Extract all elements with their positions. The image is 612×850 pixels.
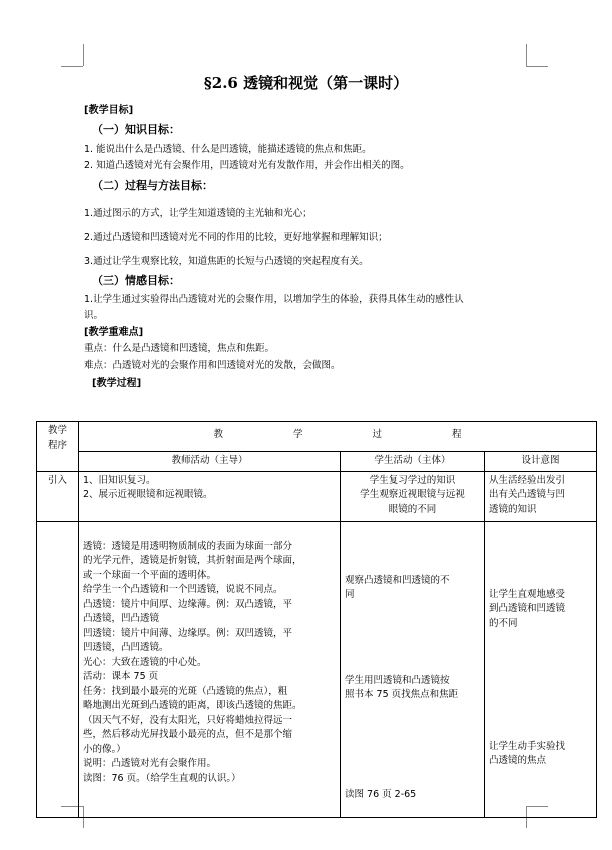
- intent-line: 从生活经验出发引: [489, 474, 566, 486]
- process-header: [79, 422, 597, 452]
- student-line: 同: [345, 589, 355, 600]
- knowledge-item: 1. 能说出什么是凸透镜、什么是凹透镜，能描述透镜的焦点和焦距。: [84, 144, 372, 155]
- student-activity: [341, 521, 485, 817]
- intent-line: 让学生动手实验找: [489, 740, 566, 752]
- student-line: 照书本 75 页找焦点和焦距: [345, 689, 459, 700]
- program-header: 程序: [47, 439, 67, 451]
- intent-line: 出有关凸透镜与凹: [489, 489, 566, 500]
- crop-mark: [61, 66, 83, 67]
- student-line: 读图 76 页 2-65: [345, 788, 417, 800]
- process-header-char: 学: [292, 429, 303, 440]
- lesson-table: [36, 421, 597, 818]
- stage-empty: [37, 521, 79, 817]
- process-header-char: 过: [372, 429, 383, 440]
- teacher-line: 2、展示近视眼镜和远视眼镜。: [83, 489, 213, 500]
- teacher-line: 凸透镜：镜片中间厚、边缘薄。例：双凸透镜，平: [83, 598, 293, 610]
- emotion-line: 1.让学生通过实验得出凸透镜对光的会聚作用，以增加学生的体验，获得具体生动的感性认: [84, 294, 464, 305]
- teacher-line: 或一个球面一个平面的透明体。: [83, 569, 217, 581]
- process-item: 1.通过图示的方式，让学生知道透镜的主光轴和光心；: [84, 208, 312, 219]
- student-activity: [341, 471, 485, 521]
- teacher-line: 1、旧知识复习。: [83, 474, 156, 486]
- intent-cell: [485, 471, 597, 521]
- process-header-char: 教: [213, 429, 223, 440]
- teacher-line: 活动：课本 75 页: [83, 671, 159, 682]
- intent-cell: [485, 521, 597, 817]
- difficult-point: 难点：凸透镜对光的会聚作用和凹透镜对光的发散，会做图。: [84, 360, 341, 371]
- teacher-activity: [79, 471, 341, 521]
- teacher-line: 略地测出光斑到凸透镜的距离，即该凸透镜的焦距。: [83, 700, 302, 711]
- teacher-line: 的光学元件，透镜是折射镜，其折射面是两个球面，: [83, 555, 302, 566]
- teacher-line: 些，然后移动光屏找最小最亮的点，但不是那个缩: [83, 729, 293, 740]
- teacher-line: 读图：76 页。（给学生直观的认识。）: [83, 772, 241, 784]
- crop-mark: [526, 66, 548, 67]
- teacher-activity: [79, 521, 341, 817]
- crop-mark: [526, 44, 527, 66]
- student-line: 观察凸透镜和凹透镜的不: [345, 574, 450, 586]
- stage-intro: 引入: [37, 471, 79, 521]
- knowledge-item: 2. 知道凸透镜对光有会聚作用，凹透镜对光有发散作用，并会作出相关的图。: [84, 160, 410, 171]
- student-line: 学生观察近视眼镜与远视: [360, 489, 465, 500]
- teacher-line: 凹透镜：镜片中间薄、边缘厚。例：双凹透镜，平: [83, 627, 293, 639]
- student-line: 学生用凹透镜和凸透镜按: [345, 674, 450, 686]
- student-line: 学生复习学过的知识: [369, 474, 456, 486]
- program-header-cell: [37, 422, 79, 472]
- teacher-line: 光心：大致在透镜的中心处。: [83, 656, 207, 668]
- process-item: 3.通过让学生观察比较，知道焦距的长短与凸透镜的突起程度有关。: [84, 256, 369, 267]
- process-flow-heading: [教学过程]: [92, 378, 142, 389]
- process-header-char: 程: [452, 429, 462, 440]
- emotion-heading: （三）情感目标：: [92, 274, 180, 287]
- process-item: 2.通过凸透镜和凹透镜对光不同的作用的比较，更好地掌握和理解知识；: [84, 232, 388, 243]
- intent-line: 透镜的知识: [489, 503, 537, 515]
- student-line: 眼镜的不同: [388, 503, 437, 515]
- intent-line: 凸透镜的焦点: [489, 755, 547, 766]
- crop-mark: [83, 44, 84, 66]
- intent-header: 设计意图: [485, 452, 597, 472]
- process-heading: （二）过程与方法目标：: [92, 179, 213, 192]
- student-header: 学生活动（主体）: [341, 452, 485, 472]
- teacher-line: 给学生一个凸透镜和一个凹透镜，说说不同点。: [83, 584, 283, 595]
- teacher-line: 说明：凸透镜对光有会聚作用。: [83, 758, 217, 769]
- teacher-line: 透镜：透镜是用透明物质制成的表面为球面一部分: [83, 540, 293, 552]
- key-heading: [教学重难点]: [84, 327, 144, 338]
- teacher-line: 小的像。）: [83, 743, 126, 755]
- emotion-line: 识。: [84, 310, 104, 321]
- intent-line: 让学生直观地感受: [489, 588, 566, 600]
- knowledge-heading: （一）知识目标：: [92, 123, 180, 136]
- program-header: 教学: [47, 425, 67, 436]
- teacher-header: 教师活动（主导）: [79, 452, 341, 472]
- teacher-line: 任务：找到最小最亮的光斑（凸透镜的焦点），粗: [83, 685, 288, 697]
- intent-line: 到凸透镜和凹透镜: [489, 603, 566, 614]
- teacher-line: 凸透镜，凹凸透镜: [83, 613, 160, 624]
- teacher-line: （因天气不好，没有太阳光，只好将蜡烛拉得远一: [83, 714, 293, 726]
- page-title: §2.6 透镜和视觉（第一课时）: [203, 74, 409, 92]
- goals-heading: [教学目标]: [84, 105, 134, 116]
- teacher-line: 凹透镜，凸凹透镜。: [83, 642, 169, 653]
- intent-line: 的不同: [489, 617, 518, 629]
- key-point: 重点：什么是凸透镜和凹透镜，焦点和焦距。: [84, 343, 275, 354]
